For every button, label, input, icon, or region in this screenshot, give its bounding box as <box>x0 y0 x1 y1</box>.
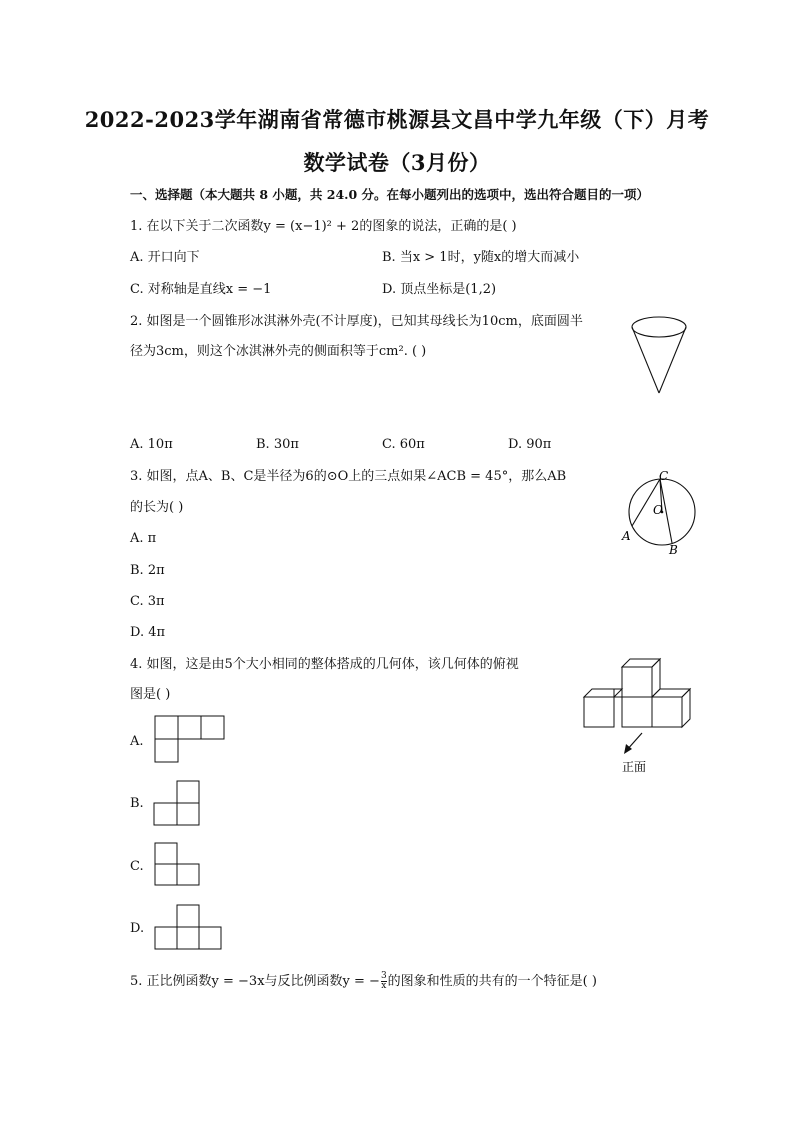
q3-option-d: D. 4π <box>130 625 166 640</box>
circle-figure <box>618 468 700 556</box>
q4-option-c: C. <box>130 859 144 874</box>
exam-title-line1: 2022-2023学年湖南省常德市桃源县文昌中学九年级（下）月考 <box>84 107 710 132</box>
q2-stem-line1: 2. 如图是一个圆锥形冰淇淋外壳(不计厚度)，已知其母线长为10cm，底面圆半 <box>130 314 583 329</box>
q4-option-a: A. <box>130 734 144 749</box>
q2-option-c: C. 60π <box>382 437 425 452</box>
front-label: 正面 <box>622 760 647 774</box>
q3-option-c: C. 3π <box>130 594 165 609</box>
q5-frac-num: 3 <box>380 971 387 981</box>
q1-option-d: D. 顶点坐标是(1,2) <box>382 282 497 297</box>
q5-stem-post: 的图象和性质的共有的一个特征是( ) <box>387 974 597 989</box>
q4-option-d: D. <box>130 921 145 936</box>
q3-stem-line2: 的长为( ) <box>130 500 184 515</box>
label-a: A <box>622 529 631 543</box>
q2-option-b: B. 30π <box>256 437 299 452</box>
q1-option-a: A. 开口向下 <box>130 250 200 265</box>
q3-option-a: A. π <box>130 531 157 546</box>
q4-option-b: B. <box>130 796 144 811</box>
label-o: O <box>653 503 663 517</box>
q5-stem-pre: 5. 正比例函数y = −3x与反比例函数y = − <box>130 974 380 989</box>
q5-stem <box>130 972 597 991</box>
q3-stem-line1: 3. 如图，点A、B、C是半径为6的⊙O上的三点如果∠ACB = 45°，那么AB <box>130 469 567 484</box>
label-b: B <box>669 543 678 556</box>
cone-figure <box>628 313 690 395</box>
q4-option-c-grid <box>154 842 204 888</box>
q4-option-a-grid <box>154 715 226 765</box>
q4-option-d-grid <box>154 904 224 952</box>
q5-frac-den: x <box>381 981 387 991</box>
exam-title-line2: 数学试卷（3月份） <box>303 150 491 175</box>
label-c: C <box>659 469 669 483</box>
q1-option-c: C. 对称轴是直线x = −1 <box>130 282 272 297</box>
cubes-3d-figure <box>580 655 722 777</box>
q4-stem-line1: 4. 如图，这是由5个大小相同的整体搭成的几何体，该几何体的俯视 <box>130 657 519 672</box>
q2-stem-line2: 径为3cm，则这个冰淇淋外壳的侧面积等于cm². ( ) <box>130 344 427 359</box>
q3-option-b: B. 2π <box>130 563 165 578</box>
q1-option-b: B. 当x > 1时，y随x的增大而减小 <box>382 250 580 265</box>
q2-option-a: A. 10π <box>130 437 173 452</box>
q1-stem: 1. 在以下关于二次函数y = (x−1)² + 2的图象的说法，正确的是( ) <box>130 219 517 234</box>
section-heading: 一、选择题（本大题共 8 小题，共 24.0 分。在每小题列出的选项中，选出符合题目的一项） <box>130 187 650 202</box>
q2-option-d: D. 90π <box>508 437 552 452</box>
q4-option-b-grid <box>153 780 203 828</box>
q4-stem-line2: 图是( ) <box>130 687 171 702</box>
